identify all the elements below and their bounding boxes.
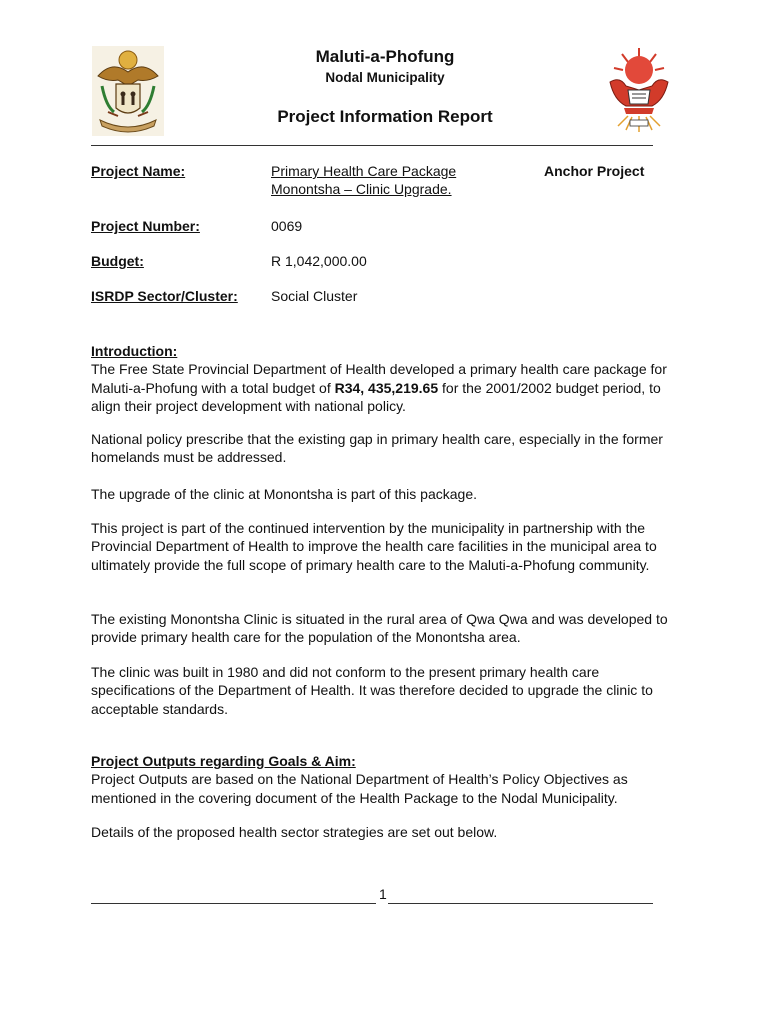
- outputs-section: [91, 752, 686, 807]
- anchor-project-label: Anchor Project: [544, 163, 645, 179]
- municipality-subtitle: Nodal Municipality: [325, 70, 445, 85]
- introduction-paragraph-1: [91, 360, 686, 415]
- project-name-line1: Primary Health Care Package: [271, 163, 457, 179]
- project-number-label: Project Number:: [91, 218, 200, 234]
- outputs-paragraph-1: Project Outputs are based on the National Department of Health’s Policy Objectives as mentioned in the covering document of the Health Package to the Nodal Municipality.: [91, 771, 628, 806]
- introduction-paragraph-6: The clinic was built in 1980 and did not conform to the present primary health care specifications of the Department of Health. It was therefore decided to upgrade the clinic to acceptable standards.: [91, 664, 653, 717]
- municipality-name: Maluti-a-Phofung: [315, 47, 455, 66]
- budget-value: R 1,042,000.00: [271, 253, 367, 269]
- footer-rule-left: [91, 903, 376, 904]
- introduction-paragraph-5: The existing Monontsha Clinic is situated in the rural area of Qwa Qwa and was developed to provide primary health care for the population of the Monontsha area.: [91, 611, 668, 646]
- footer-rule-right: [388, 903, 653, 904]
- outputs-heading: Project Outputs regarding Goals & Aim:: [91, 753, 356, 769]
- header-divider: [91, 145, 653, 146]
- budget-label: Budget:: [91, 253, 144, 269]
- project-name-line2: Monontsha – Clinic Upgrade.: [271, 181, 452, 197]
- introduction-section: [91, 342, 686, 416]
- intro-p1-total-budget: R34, 435,219.65: [334, 379, 439, 396]
- page-number: 1: [379, 886, 387, 902]
- project-number-value: 0069: [271, 218, 303, 234]
- introduction-heading: Introduction:: [91, 343, 178, 359]
- intro-p1-text-b: for the 2001/2002 budget period, to align their project development with national policy.: [91, 379, 661, 415]
- report-title: Project Information Report: [277, 107, 493, 126]
- introduction-paragraph-3: The upgrade of the clinic at Monontsha is part of this package.: [91, 486, 478, 502]
- project-name-label: Project Name:: [91, 163, 186, 179]
- sector-label: ISRDP Sector/Cluster:: [91, 288, 238, 304]
- intro-p1-text-a: The Free State Provincial Department of Health developed a primary health care package for Maluti-a-Phofung with a total budget of: [91, 361, 667, 396]
- sector-value: Social Cluster: [271, 288, 358, 304]
- introduction-paragraph-4: This project is part of the continued intervention by the municipality in partnership with the Provincial Department of Health to improve the health care facilities in the municipal area to ultimately provide the full scope of primary health care to the Maluti-a-Phofung community.: [91, 520, 657, 573]
- introduction-paragraph-2: National policy prescribe that the existing gap in primary health care, especially in the former homelands must be addressed.: [91, 431, 663, 466]
- outputs-paragraph-2: Details of the proposed health sector strategies are set out below.: [91, 824, 498, 840]
